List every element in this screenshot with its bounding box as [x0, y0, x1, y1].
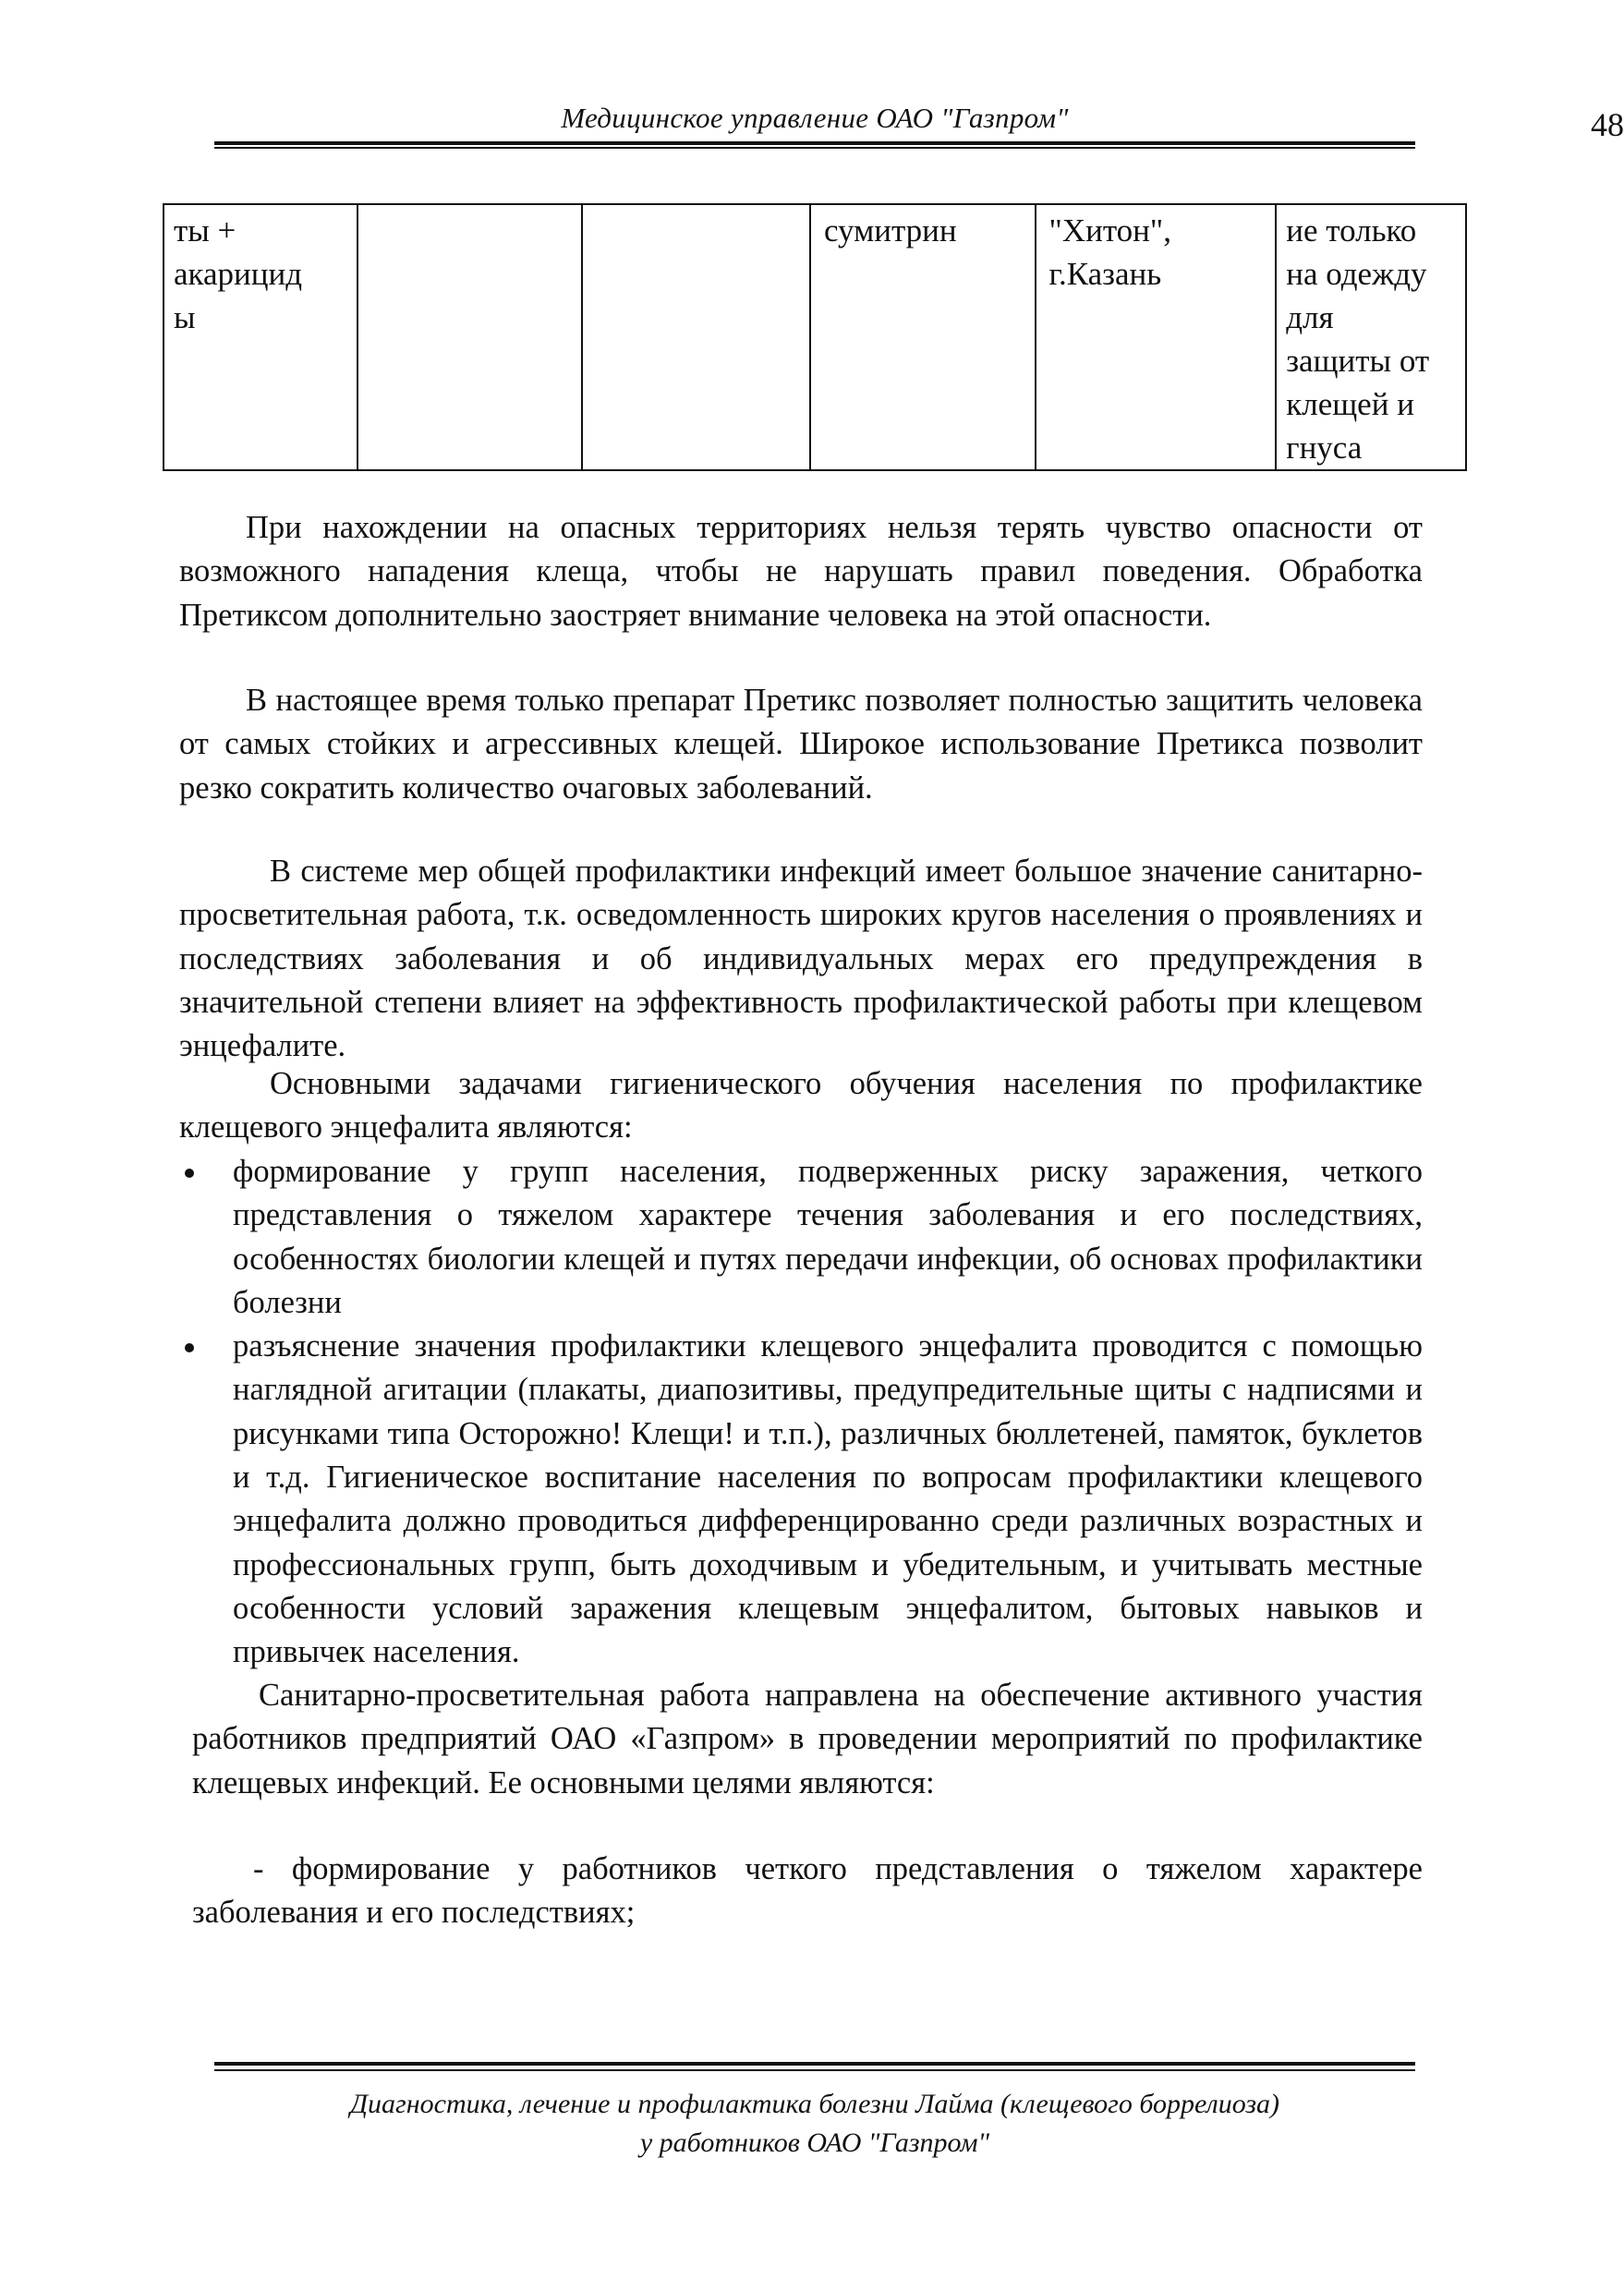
data-table: [163, 203, 1467, 471]
table-cell: ие только на одежду для защиты от клещей и гнуса: [1276, 204, 1466, 470]
bullet-list: [179, 1150, 1423, 1675]
list-item: [179, 1325, 1423, 1674]
paragraph: - формирование у работников четкого представления о тяжелом характере заболевания и его последствиях;: [192, 1851, 1423, 1931]
list-item-text: разъяснение значения профилактики клещевого энцефалита проводится с помощью наглядной агитации (плакаты, диапозитивы, предупредительные щиты с надписями и рисунками типа Осторожно! Клещи! и т.п.), различных бюллетеней, памяток, буклетов и т.д. Гигиеническое воспитание населения по вопросам профилактики клещевого энцефалита должно проводиться дифференцированно среди различных возрастных и профессиональных групп, быть доходчивым и убедительным, и учитывать местные особенности условий заражения клещевым энцефалитом, бытовых навыков и привычек населения.: [233, 1328, 1423, 1670]
paragraph: Основными задачами гигиенического обучения населения по профилактике клещевого энцефалита являются:: [179, 1066, 1423, 1146]
table-cell: сумитрин: [810, 204, 1036, 470]
bullet-icon: [185, 1343, 194, 1352]
footer-line-1: Диагностика, лечение и профилактика болезни Лайма (клещевого боррелиоза): [349, 2089, 1280, 2119]
list-item: [179, 1150, 1423, 1325]
paragraph: В настоящее время только препарат Претикс позволяет полностью защитить человека от самых стойких и агрессивных клещей. Широкое использование Претикса позволит резко сократить количество очаговых заболеваний.: [179, 683, 1423, 806]
table-cell: [582, 204, 810, 470]
footer-line-2: у работников ОАО "Газпром": [639, 2127, 990, 2158]
footer-rule-thick: [214, 2062, 1415, 2066]
header-rule-thin: [214, 147, 1415, 149]
table-cell: [358, 204, 582, 470]
page-header: [214, 100, 1624, 146]
table-row: [164, 204, 1466, 470]
paragraph: В системе мер общей профилактики инфекций имеет большое значение санитарно-просветительная работа, т.к. осведомленность широких кругов населения о проявлениях и последствиях заболевания и об индивидуальных мерах его предупреждения в значительной степени влияет на эффективность профилактической работы при клещевом энцефалите.: [179, 854, 1423, 1064]
header-rule-thick: [214, 141, 1415, 145]
bullet-icon: [185, 1169, 194, 1178]
paragraph: Санитарно-просветительная работа направлена на обеспечение активного участия работников предприятий ОАО «Газпром» в проведении мероприятий по профилактике клещевых инфекций. Ее основными целями являются:: [192, 1678, 1423, 1800]
table-cell: "Хитон", г.Казань: [1036, 204, 1277, 470]
header-title: Медицинское управление ОАО "Газпром": [561, 102, 1069, 134]
paragraph: При нахождении на опасных территориях нельзя терять чувство опасности от возможного нападения клеща, чтобы не нарушать правил поведения. Обработка Претиксом дополнительно заостряет внимание человека на этой опасности.: [179, 510, 1423, 633]
list-item-text: формирование у групп населения, подверженных риску заражения, четкого представления о тяжелом характере течения заболевания и его последствиях, особенностях биологии клещей и путях передачи инфекции, об основах профилактики болезни: [233, 1154, 1423, 1320]
table-cell: ты + акарицид ы: [164, 204, 358, 470]
page-number: 48: [1591, 106, 1624, 143]
footer-rule-thin: [214, 2069, 1415, 2071]
